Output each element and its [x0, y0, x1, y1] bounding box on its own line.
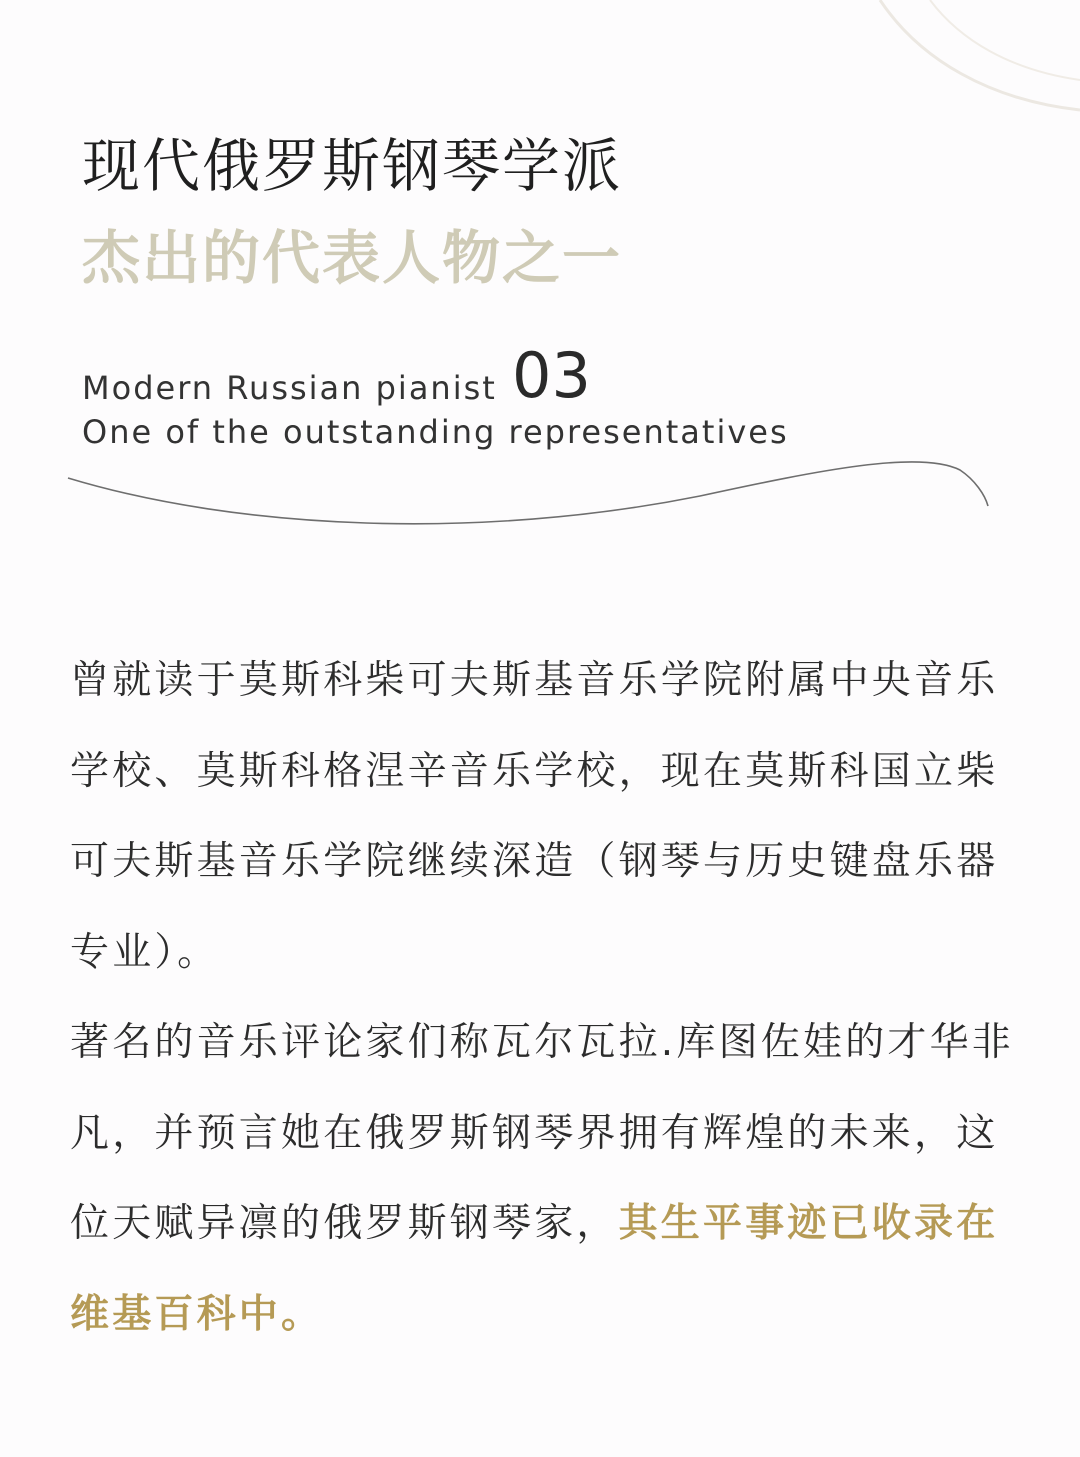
english-title-line1: Modern Russian pianist [82, 369, 497, 407]
corner-wave-decoration [840, 0, 1080, 140]
paragraph-praise [70, 998, 1020, 1360]
paragraph-education: 曾就读于莫斯科柴可夫斯基音乐学院附属中央音乐学校、莫斯科格涅辛音乐学校，现在莫斯科国立柴可夫斯基音乐学院继续深造（钢琴与历史键盘乐器专业）。 [70, 658, 999, 975]
page-subtitle: 杰出的代表人物之一 [82, 224, 623, 292]
curved-divider-line [60, 440, 1000, 540]
wikipedia-highlight: 其生平事迹已收录在维基百科中。 [70, 1201, 999, 1337]
section-number: 03 [512, 339, 591, 412]
body-text [70, 636, 1020, 1360]
page-title: 现代俄罗斯钢琴学派 [82, 132, 623, 200]
english-title-line2: One of the outstanding representatives [82, 413, 789, 451]
praise-text: 著名的音乐评论家们称瓦尔瓦拉.库图佐娃的才华非凡，并预言她在俄罗斯钢琴界拥有辉煌的未来，这位天赋异凛的俄罗斯钢琴家， [70, 1020, 1014, 1246]
